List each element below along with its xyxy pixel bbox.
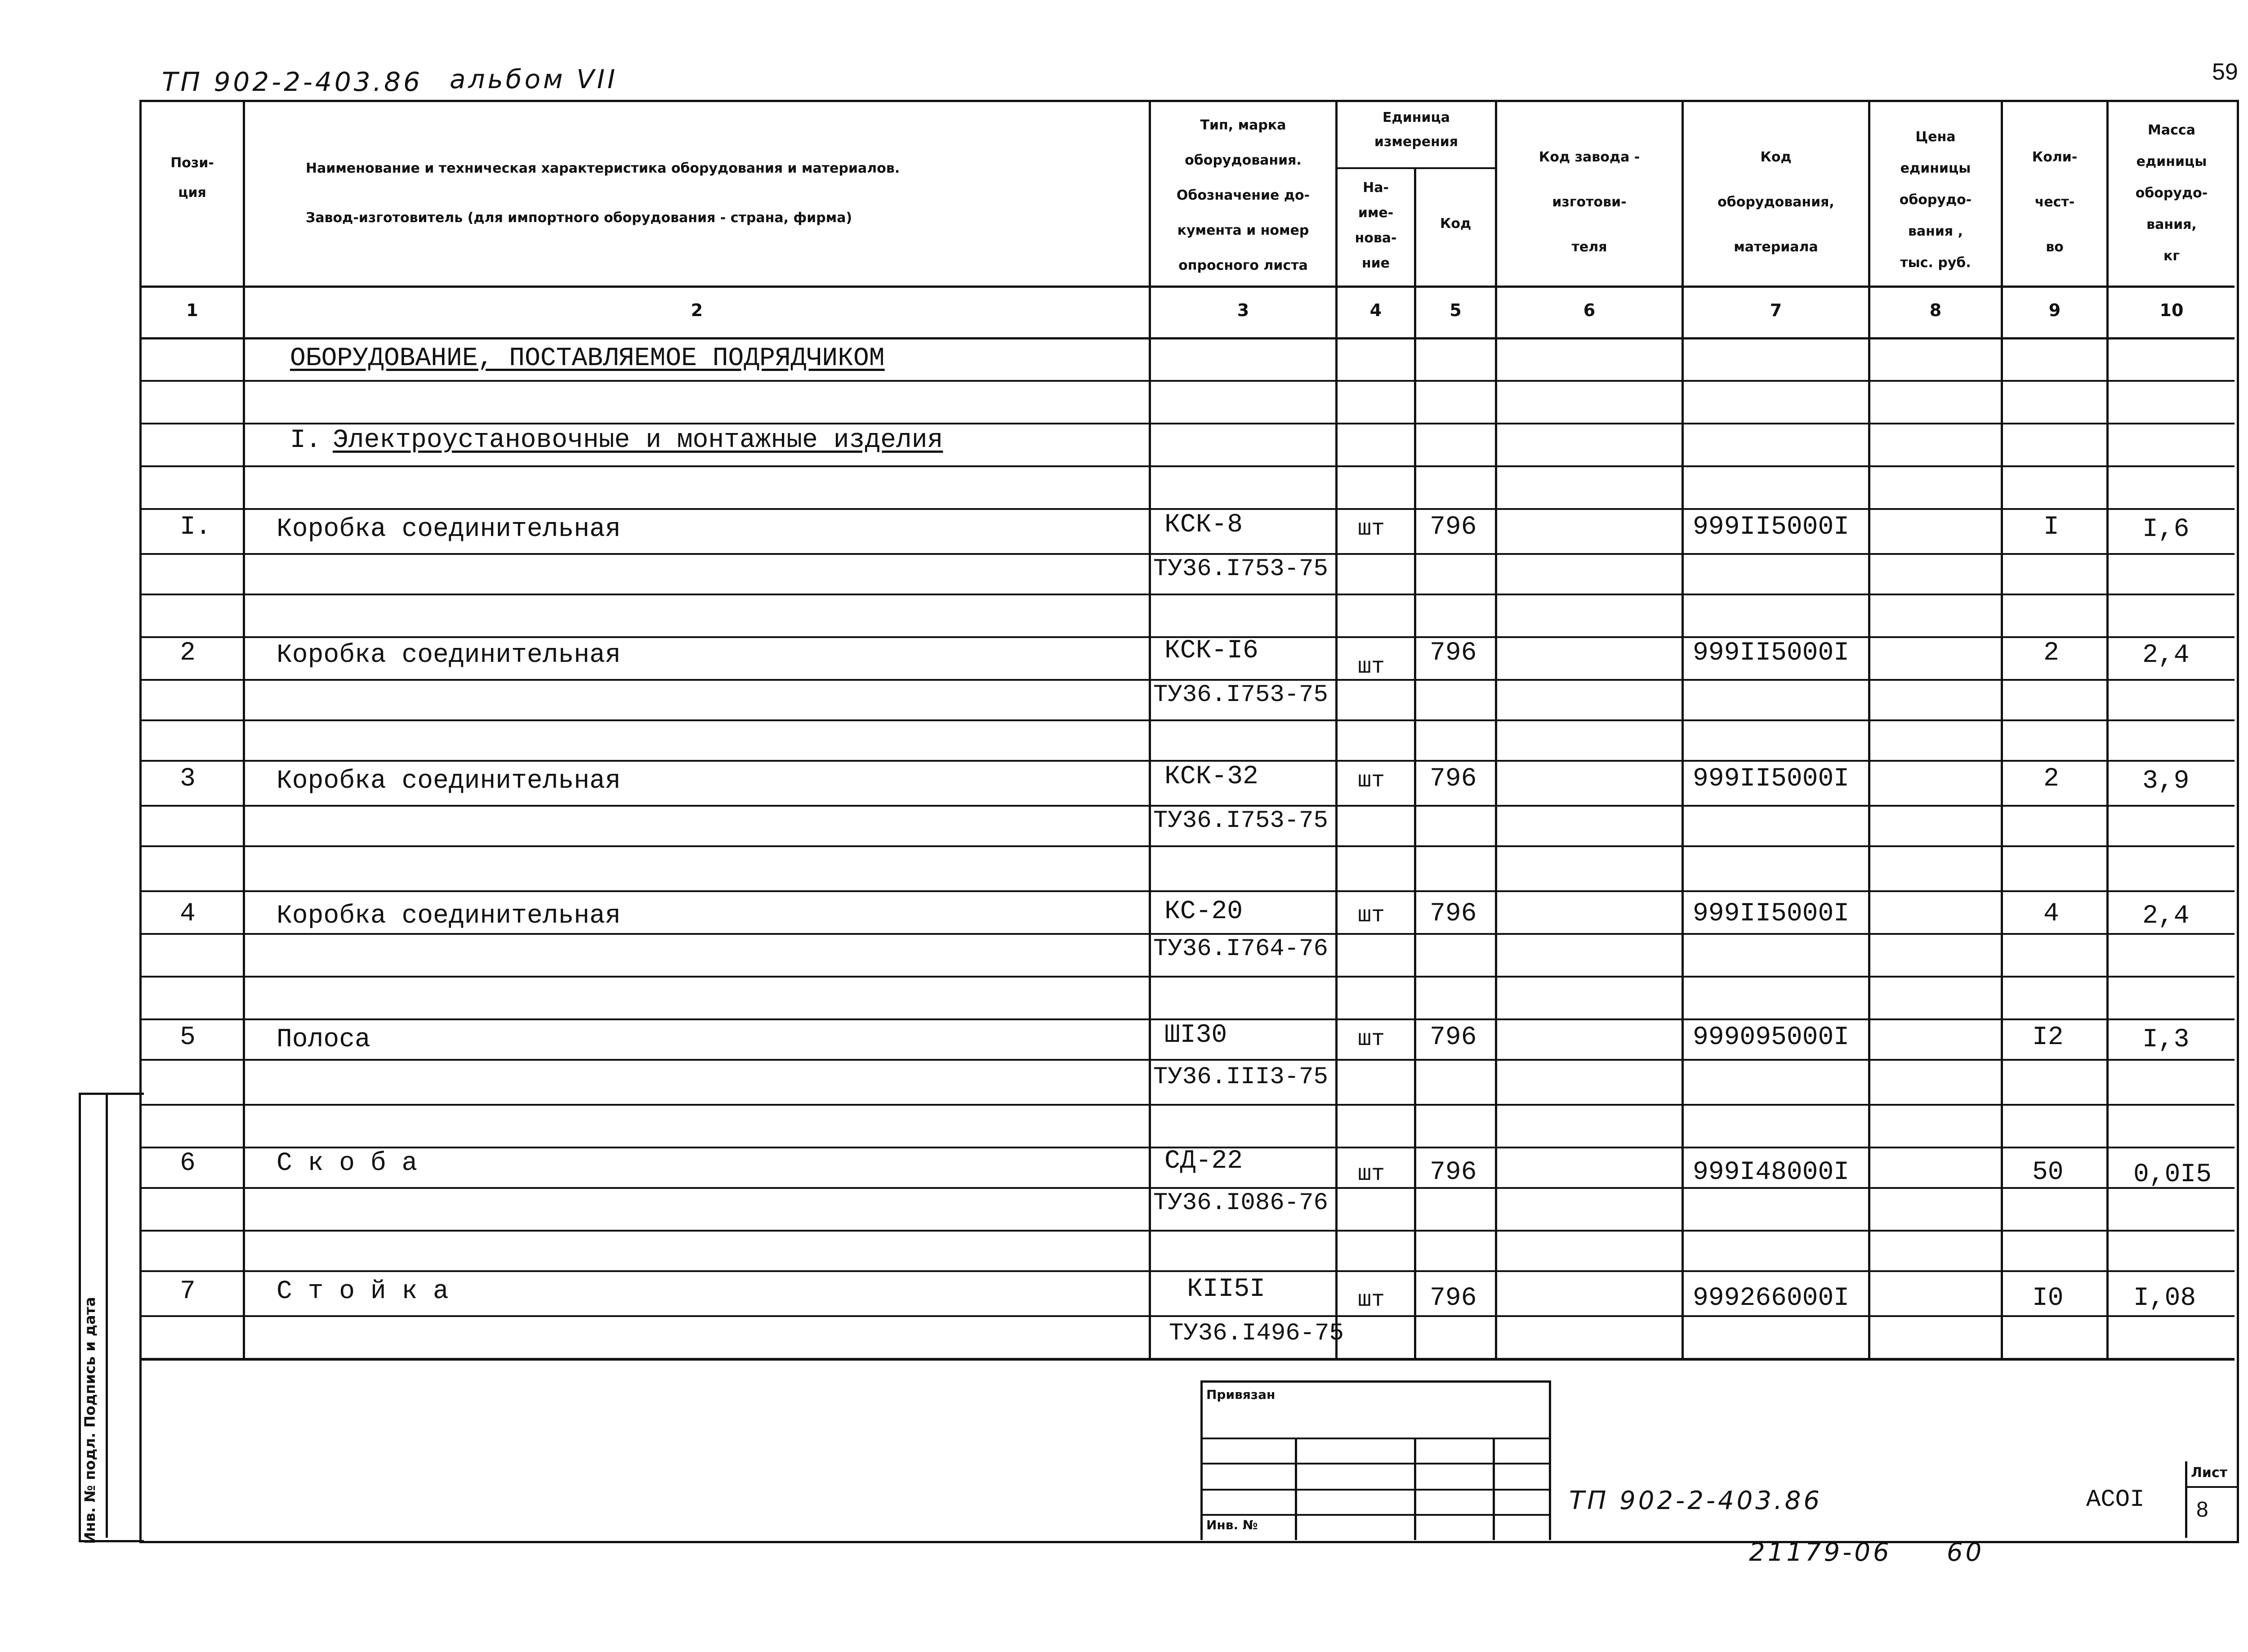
row-type: СД-22 xyxy=(1164,1147,1243,1176)
row-position: 6 xyxy=(180,1149,196,1178)
col-number: 3 xyxy=(1237,300,1249,320)
row-doc: ТУ36.III3-75 xyxy=(1153,1063,1328,1091)
row-quantity: 2 xyxy=(2043,764,2059,794)
row-equipment-code: 999II5000I xyxy=(1693,764,1850,794)
col-line-5 xyxy=(1495,100,1497,1359)
row-unit-code: 796 xyxy=(1430,1158,1477,1187)
row-doc: ТУ36.I086-76 xyxy=(1153,1189,1328,1217)
col-number: 2 xyxy=(691,300,703,320)
row-unit: шт xyxy=(1358,903,1385,929)
row-line xyxy=(139,845,2235,847)
sheet-label: Лист xyxy=(2191,1465,2228,1481)
row-line xyxy=(139,465,2235,467)
row-unit: шт xyxy=(1358,1161,1385,1187)
col-number: 9 xyxy=(2048,300,2061,320)
row-line xyxy=(139,1018,2235,1020)
row-type: КС-20 xyxy=(1164,897,1243,926)
header-unit-code: Код xyxy=(1440,216,1472,232)
row-line xyxy=(139,890,2235,892)
header-mass: Масса единицы оборудо- вания, кг xyxy=(2135,122,2208,264)
row-name: Полоса xyxy=(277,1025,370,1054)
row-line xyxy=(139,423,2235,424)
row-equipment-code: 999266000I xyxy=(1693,1284,1850,1313)
sheet-box xyxy=(2185,1461,2237,1538)
stamp-divider xyxy=(1295,1438,1297,1540)
row-equipment-code: 999II5000I xyxy=(1693,899,1850,929)
row-equipment-code: 999II5000I xyxy=(1693,638,1850,668)
sheet-divider xyxy=(2187,1486,2237,1488)
sheet-number: 8 xyxy=(2196,1498,2208,1522)
doc-code-top: ТП 902-2-403.86 xyxy=(162,67,423,97)
col-number: 8 xyxy=(1929,300,1942,320)
row-doc: ТУ36.I764-76 xyxy=(1153,935,1328,963)
stamp-divider xyxy=(1493,1438,1495,1540)
col-number: 10 xyxy=(2159,300,2184,320)
row-line xyxy=(139,1315,2235,1317)
row-position: 5 xyxy=(180,1023,196,1052)
row-line xyxy=(139,1187,2235,1189)
header-unit-name: На- име- нова- ние xyxy=(1355,180,1397,271)
row-line xyxy=(139,508,2235,510)
col-number: 4 xyxy=(1369,300,1382,320)
row-line xyxy=(139,1270,2235,1272)
section-title: ОБОРУДОВАНИЕ, ПОСТАВЛЯЕМОЕ ПОДРЯДЧИКОМ xyxy=(290,344,885,373)
row-type: КСК-I6 xyxy=(1164,636,1258,665)
row-line xyxy=(139,805,2235,807)
row-line xyxy=(139,760,2235,762)
row-line xyxy=(139,1230,2235,1232)
row-doc: ТУ36.I753-75 xyxy=(1153,555,1328,583)
stamp-line xyxy=(1203,1489,1549,1491)
col-line-2 xyxy=(1149,100,1151,1359)
numbers-bottom-line xyxy=(139,337,2235,339)
row-mass: I,3 xyxy=(2142,1025,2190,1054)
row-unit-code: 796 xyxy=(1430,764,1477,794)
header-manufacturer-code: Код завода - изготови- теля xyxy=(1539,149,1640,255)
row-equipment-code: 999I48000I xyxy=(1693,1158,1850,1187)
row-line xyxy=(139,1104,2235,1106)
header-bottom-line xyxy=(139,286,2235,288)
row-unit-code: 796 xyxy=(1430,1284,1477,1313)
row-quantity: 4 xyxy=(2043,899,2059,929)
row-line xyxy=(139,594,2235,595)
page-number: 59 xyxy=(2212,59,2238,85)
row-type: КСК-8 xyxy=(1164,510,1243,540)
row-unit: шт xyxy=(1358,1287,1385,1313)
attached-label: Привязан xyxy=(1206,1387,1276,1402)
header-unit-group: Единица измерения xyxy=(1374,110,1459,150)
row-line xyxy=(139,380,2235,382)
row-type: КII5I xyxy=(1187,1275,1266,1304)
row-line xyxy=(139,1059,2235,1061)
row-quantity: 2 xyxy=(2043,638,2059,668)
row-name: Коробка соединительная xyxy=(277,515,621,544)
stamp-mark: АСОI xyxy=(2086,1486,2145,1514)
row-unit-code: 796 xyxy=(1430,899,1477,929)
row-doc: ТУ36.I753-75 xyxy=(1153,807,1328,835)
stamp-line xyxy=(1203,1463,1549,1464)
row-unit-code: 796 xyxy=(1430,1023,1477,1052)
col-number: 6 xyxy=(1583,300,1596,320)
header-position: Пози- ция xyxy=(170,155,214,201)
row-mass: 0,0I5 xyxy=(2133,1160,2212,1189)
col-line-6 xyxy=(1682,100,1684,1359)
row-line xyxy=(139,553,2235,555)
col-number: 1 xyxy=(186,300,198,320)
row-mass: I,08 xyxy=(2133,1284,2196,1313)
subsection-title: Электроустановочные и монтажные изделия xyxy=(333,426,943,455)
row-position: 7 xyxy=(180,1277,196,1306)
row-position: 3 xyxy=(180,764,196,794)
header-quantity: Коли- чест- во xyxy=(2032,149,2078,255)
row-name: С т о й к а xyxy=(277,1277,449,1306)
row-line xyxy=(139,679,2235,681)
row-quantity: 50 xyxy=(2032,1158,2064,1187)
unit-group-line xyxy=(1335,167,1495,169)
row-doc: ТУ36.I753-75 xyxy=(1153,681,1328,709)
row-unit: шт xyxy=(1358,516,1385,542)
stamp-doc-code: ТП 902-2-403.86 xyxy=(1569,1486,1822,1515)
col-number: 7 xyxy=(1770,300,1782,320)
side-label: Инв. № подл. Подпись и дата xyxy=(81,1297,98,1544)
album-label: альбом VII xyxy=(450,64,618,94)
col-line-4 xyxy=(1414,167,1416,1359)
row-name: Коробка соединительная xyxy=(277,902,621,931)
row-line xyxy=(139,976,2235,978)
bottom-page-number: 60 xyxy=(1947,1538,1985,1567)
row-doc: ТУ36.I496-75 xyxy=(1169,1320,1344,1347)
subsection-number: I. xyxy=(290,426,321,455)
row-position: 2 xyxy=(180,638,196,668)
row-unit: шт xyxy=(1358,654,1385,680)
stamp-divider xyxy=(1414,1438,1416,1540)
row-name: Коробка соединительная xyxy=(277,767,621,796)
col-line-8 xyxy=(2001,100,2003,1359)
row-quantity: I xyxy=(2043,513,2059,542)
header-type: Тип, марка оборудования. Обозначение до- кумента и номер опросного листа xyxy=(1176,117,1310,273)
row-unit: шт xyxy=(1358,768,1385,794)
row-mass: 2,4 xyxy=(2142,641,2190,670)
stamp-line xyxy=(1203,1438,1549,1439)
attached-block xyxy=(1200,1380,1551,1540)
row-type: КСК-32 xyxy=(1164,762,1258,791)
col-line-7 xyxy=(1868,100,1870,1359)
header-equipment-code: Код оборудования, материала xyxy=(1717,149,1834,255)
header-price: Цена единицы оборудо- вания , тыс. руб. xyxy=(1899,129,1972,271)
row-position: 4 xyxy=(180,899,196,929)
row-name: Коробка соединительная xyxy=(277,641,621,670)
order-number: 21179-06 xyxy=(1749,1538,1892,1567)
row-quantity: I2 xyxy=(2032,1023,2064,1052)
inventory-label: Инв. № xyxy=(1206,1518,1258,1532)
row-line xyxy=(139,933,2235,935)
row-equipment-code: 999095000I xyxy=(1693,1023,1850,1052)
row-quantity: I0 xyxy=(2032,1284,2064,1313)
row-line xyxy=(139,719,2235,721)
col-line-3 xyxy=(1335,100,1338,1359)
row-unit-code: 796 xyxy=(1430,513,1477,542)
side-strip-divider xyxy=(106,1093,108,1538)
header-name: Наименование и техническая характеристика оборудования и материалов. Завод-изготовитель (для импортного оборудования - страна, фирма) xyxy=(306,161,900,226)
row-type: ШI30 xyxy=(1164,1021,1227,1050)
row-mass: I,6 xyxy=(2142,515,2190,544)
col-line-1 xyxy=(243,100,245,1359)
row-position: I. xyxy=(180,513,211,542)
stamp-line xyxy=(1203,1514,1549,1516)
row-name: С к о б а xyxy=(277,1149,418,1178)
table-data-bottom-line xyxy=(139,1358,2235,1361)
col-line-9 xyxy=(2106,100,2109,1359)
row-mass: 3,9 xyxy=(2142,767,2190,796)
row-unit: шт xyxy=(1358,1027,1385,1052)
row-equipment-code: 999II5000I xyxy=(1693,513,1850,542)
row-mass: 2,4 xyxy=(2142,902,2190,931)
col-number: 5 xyxy=(1450,300,1462,320)
row-unit-code: 796 xyxy=(1430,638,1477,668)
